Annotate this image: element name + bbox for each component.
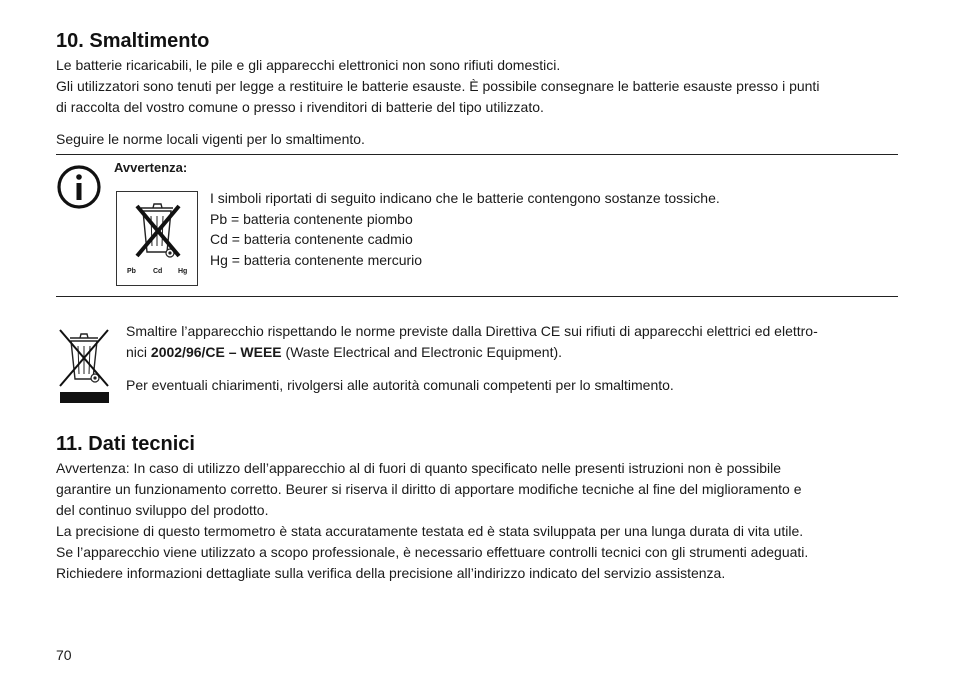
section-11-title: 11. Dati tecnici xyxy=(56,433,195,455)
warning-line: Pb = batteria contenente piombo xyxy=(210,210,413,227)
divider-top xyxy=(56,154,898,155)
section-11-line: Se l’apparecchio viene utilizzato a scopo professionale, è necessario effettuare controlli tecnici con gli strumenti adeguati. xyxy=(56,544,809,560)
section-11-line: La precisione di questo termometro è stata accuratamente testata ed è stata sviluppata per una lunga durata di vita utile. xyxy=(56,523,804,539)
crossed-bin-weee-icon xyxy=(56,324,112,390)
weee-line-2-post: (Waste Electrical and Electronic Equipment). xyxy=(281,344,563,360)
section-11-line: garantire un funzionamento corretto. Beurer si riserva il diritto di apportare modifiche tecniche al fine del miglioramento e xyxy=(56,481,802,497)
warning-text xyxy=(210,188,890,270)
section-11-line: del continuo sviluppo del prodotto. xyxy=(56,502,269,518)
warning-line: Hg = batteria contenente mercurio xyxy=(210,251,423,268)
divider-bottom xyxy=(56,296,898,297)
warning-line: I simboli riportati di seguito indicano che le batterie contengono sostanze tossiche. xyxy=(210,190,720,206)
warning-label: Avvertenza: xyxy=(114,160,188,175)
symbol-pb-label: Pb xyxy=(127,268,136,275)
weee-line-2 xyxy=(126,342,901,363)
weee-symbol xyxy=(56,324,112,406)
weee-text xyxy=(126,321,901,363)
weee-line-2-pre: nici xyxy=(126,344,151,360)
page-number: 70 xyxy=(56,647,72,663)
paragraph-line: di raccolta del vostro comune o presso i rivenditori di batterie del tipo utilizzato. xyxy=(56,99,544,115)
weee-line: Smaltire l’apparecchio rispettando le norme previste dalla Direttiva CE sui rifiuti di apparecchi elettrici ed elettro- xyxy=(126,323,818,339)
paragraph-line: Le batterie ricaricabili, le pile e gli apparecchi elettronici non sono rifiuti domestici. xyxy=(56,57,561,73)
crossed-bin-battery-icon xyxy=(127,196,189,262)
weee-directive: 2002/96/CE – WEEE xyxy=(150,344,282,360)
weee-bar xyxy=(60,392,109,403)
section-10-paragraph-2: Seguire le norme locali vigenti per lo smaltimento. xyxy=(56,131,365,147)
battery-symbol-box xyxy=(116,191,198,286)
section-10-title: 10. Smaltimento xyxy=(56,30,210,52)
section-11-line: Richiedere informazioni dettagliate sulla verifica della precisione all’indirizzo indicato del servizio assistenza. xyxy=(56,565,726,581)
section-11-body xyxy=(56,458,906,584)
symbol-hg-label: Hg xyxy=(178,268,188,275)
info-icon xyxy=(56,164,102,210)
warning-line: Cd = batteria contenente cadmio xyxy=(210,231,413,247)
section-10-paragraph-1 xyxy=(56,55,906,118)
weee-paragraph-2: Per eventuali chiarimenti, rivolgersi alle autorità comunali competenti per lo smaltimento. xyxy=(126,377,674,393)
section-11-line: Avvertenza: In caso di utilizzo dell’apparecchio al di fuori di quanto specificato nelle presenti istruzioni non è possibile xyxy=(56,460,782,476)
symbol-cd-label: Cd xyxy=(153,268,163,275)
paragraph-line: Gli utilizzatori sono tenuti per legge a restituire le batterie esauste. È possibile consegnare le batterie esauste presso i punti xyxy=(56,78,820,94)
